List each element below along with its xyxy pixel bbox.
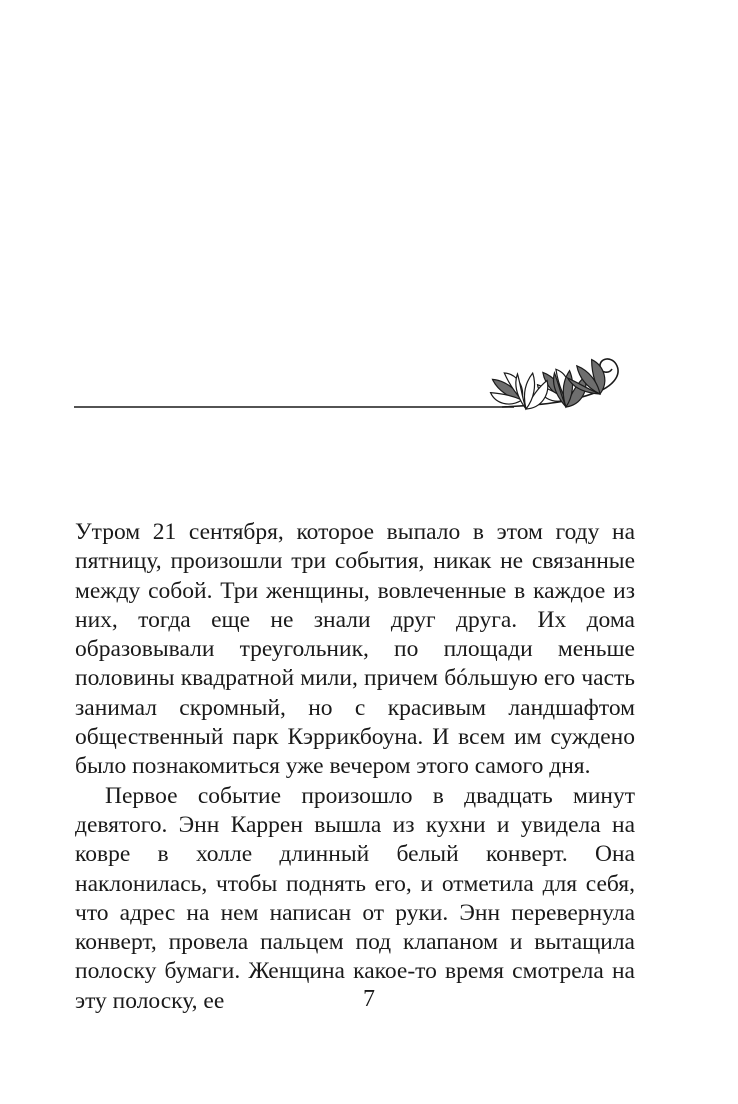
page-number: 7 bbox=[363, 986, 375, 1012]
floral-divider-icon bbox=[74, 350, 634, 460]
body-text bbox=[75, 518, 635, 1016]
paragraph: Первое событие произошло в двадцать минут девятого. Энн Каррен вышла из кухни и увидела на ковре в холле длинный белый конверт. Она наклонилась, чтобы поднять его, и отметила для себя, что адрес на нем написан от руки. Энн перевернула конверт, провела пальцем под клапаном и вытащила полоску бумаги. Женщина какое-то время смотрела на эту полоску, ее bbox=[75, 782, 635, 1014]
paragraph: Утром 21 сентября, которое выпало в этом году на пятницу, произошли три события, никак не связанные между собой. Три женщины, вовлеченные в каждое из них, тогда еще не знали друг друга. Их дома образовывали треугольник, по площади меньше половины квадратной мили, причем бóльшую его часть занимал скромный, но с красивым ландшафтом общественный парк Кэррикбоуна. И всем им суждено было познакомиться уже вечером этого самого дня. bbox=[75, 519, 635, 780]
